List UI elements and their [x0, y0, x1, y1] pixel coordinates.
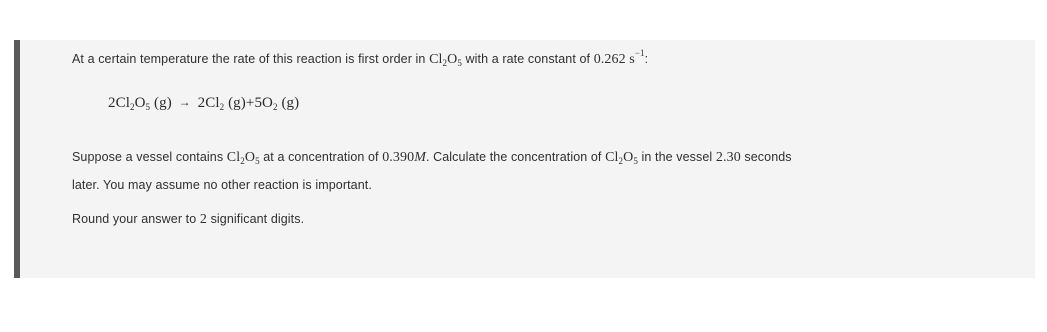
rate-constant: 0.262 $s^{-1}$	[593, 48, 645, 67]
time-value: 2.30	[715, 150, 741, 165]
intro-line: At a certain temperature the rate of this reaction is first order in $Cl_2O_5$ with a rate constant of 0.262 $s^{-1}$:	[72, 48, 649, 68]
species-formula: $Cl_2O_5$	[429, 52, 462, 68]
sig-digits: 2	[199, 212, 207, 227]
question-panel	[14, 40, 1035, 278]
rounding-instruction: Round your answer to 2 significant digits.	[72, 212, 305, 227]
intro-middle: with a rate constant of	[465, 52, 591, 66]
reaction-equation: $2Cl_2O_5$ $(g) \to 2Cl_2$ $(g)+5O_2$ (g)	[108, 95, 300, 112]
assumption-line: later. You may assume no other reaction is important.	[72, 178, 372, 192]
concentration-value: 0.390M	[382, 150, 426, 165]
intro-prefix: At a certain temperature the rate of this reaction is first order in	[72, 52, 426, 66]
suppose-line: Suppose a vessel contains $Cl_2O_5$ at a concentration of 0.390M. Calculate the concentration of $Cl_2O_5$ in the vessel 2.30 seconds	[72, 150, 792, 166]
reaction-arrow-icon: →	[178, 95, 191, 109]
